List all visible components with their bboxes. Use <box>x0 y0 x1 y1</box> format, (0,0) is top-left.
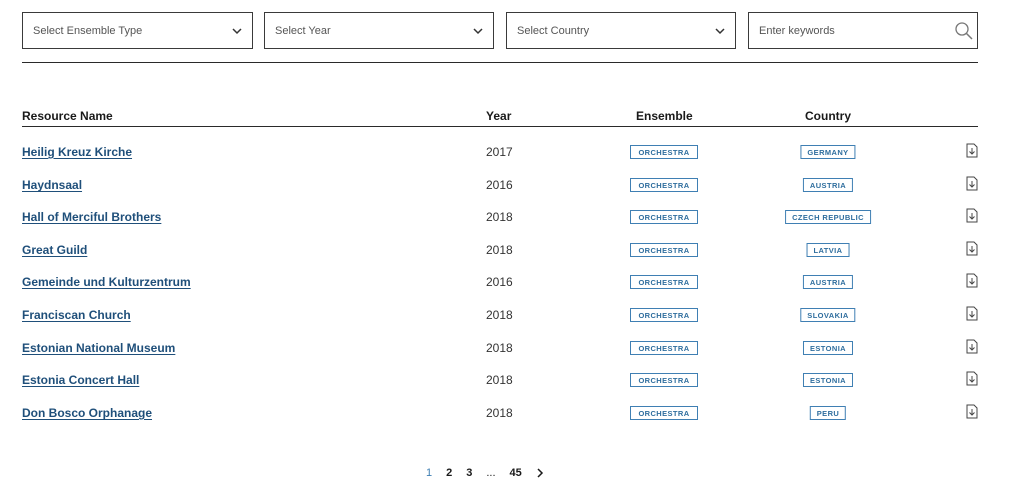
ensemble-tag[interactable]: ORCHESTRA <box>630 275 698 289</box>
download-icon[interactable] <box>966 339 978 354</box>
chevron-down-icon <box>472 25 484 37</box>
resource-name-link[interactable]: Hall of Merciful Brothers <box>22 210 162 224</box>
download-icon[interactable] <box>966 306 978 321</box>
download-icon[interactable] <box>966 241 978 256</box>
ensemble-type-select-label: Select Ensemble Type <box>33 24 143 37</box>
page-link-1[interactable]: 1 <box>426 467 433 479</box>
keywords-search-input[interactable]: Enter keywords <box>759 24 835 37</box>
table-row <box>22 370 978 392</box>
pagination-ellipsis: ... <box>486 467 496 479</box>
country-tag[interactable]: SLOVAKIA <box>800 308 855 322</box>
resource-name-link[interactable]: Gemeinde und Kulturzentrum <box>22 275 191 289</box>
resource-year: 2018 <box>486 373 513 387</box>
filter-divider <box>22 62 978 63</box>
country-tag[interactable]: ESTONIA <box>803 373 853 387</box>
chevron-right-icon[interactable] <box>536 468 544 478</box>
header-resource-name: Resource Name <box>22 109 113 123</box>
download-icon[interactable] <box>966 404 978 419</box>
ensemble-tag[interactable]: ORCHESTRA <box>630 341 698 355</box>
resource-year: 2018 <box>486 308 513 322</box>
resource-year: 2018 <box>486 210 513 224</box>
resource-name-link[interactable]: Don Bosco Orphanage <box>22 406 153 420</box>
resource-year: 2016 <box>486 178 513 192</box>
resource-name-link[interactable]: Heilig Kreuz Kirche <box>22 145 133 159</box>
page-link-last[interactable]: 45 <box>509 467 522 479</box>
ensemble-tag[interactable]: ORCHESTRA <box>630 210 698 224</box>
resource-name-link[interactable]: Haydnsaal <box>22 178 83 192</box>
ensemble-type-select[interactable] <box>22 12 253 49</box>
download-icon[interactable] <box>966 143 978 158</box>
table-row <box>22 338 978 360</box>
country-tag[interactable]: AUSTRIA <box>803 275 853 289</box>
download-icon[interactable] <box>966 208 978 223</box>
table-row <box>22 240 978 262</box>
country-select[interactable] <box>506 12 736 49</box>
ensemble-tag[interactable]: ORCHESTRA <box>630 308 698 322</box>
page-link-2[interactable]: 2 <box>446 467 453 479</box>
resource-year: 2018 <box>486 341 513 355</box>
resource-name-link[interactable]: Estonian National Museum <box>22 341 176 355</box>
year-select[interactable] <box>264 12 494 49</box>
resource-name-link[interactable]: Estonia Concert Hall <box>22 373 140 387</box>
resource-year: 2018 <box>486 406 513 420</box>
year-select-label: Select Year <box>275 24 331 37</box>
download-icon[interactable] <box>966 371 978 386</box>
resource-name-link[interactable]: Great Guild <box>22 243 88 257</box>
page-link-3[interactable]: 3 <box>466 467 473 479</box>
resource-year: 2016 <box>486 275 513 289</box>
download-icon[interactable] <box>966 176 978 191</box>
table-row <box>22 175 978 197</box>
country-tag[interactable]: PERU <box>810 406 846 420</box>
table-header <box>22 109 978 127</box>
resource-year: 2017 <box>486 145 513 159</box>
table-row <box>22 142 978 164</box>
ensemble-tag[interactable]: ORCHESTRA <box>630 145 698 159</box>
search-icon[interactable] <box>954 21 974 41</box>
ensemble-tag[interactable]: ORCHESTRA <box>630 178 698 192</box>
download-icon[interactable] <box>966 273 978 288</box>
ensemble-tag[interactable]: ORCHESTRA <box>630 243 698 257</box>
country-tag[interactable]: CZECH REPUBLIC <box>785 210 871 224</box>
country-tag[interactable]: ESTONIA <box>803 341 853 355</box>
keywords-search-field[interactable] <box>748 12 978 49</box>
table-row <box>22 207 978 229</box>
resource-year: 2018 <box>486 243 513 257</box>
ensemble-tag[interactable]: ORCHESTRA <box>630 406 698 420</box>
filter-bar <box>22 12 978 49</box>
table-row <box>22 403 978 425</box>
header-year: Year <box>486 109 512 123</box>
country-select-label: Select Country <box>517 24 590 37</box>
country-tag[interactable]: LATVIA <box>807 243 850 257</box>
country-tag[interactable]: GERMANY <box>800 145 855 159</box>
ensemble-tag[interactable]: ORCHESTRA <box>630 373 698 387</box>
resource-name-link[interactable]: Franciscan Church <box>22 308 131 322</box>
header-country: Country <box>805 109 851 123</box>
chevron-down-icon <box>231 25 243 37</box>
country-tag[interactable]: AUSTRIA <box>803 178 853 192</box>
table-row <box>22 305 978 327</box>
table-row <box>22 272 978 294</box>
chevron-down-icon <box>714 25 726 37</box>
header-ensemble: Ensemble <box>636 109 693 123</box>
pagination <box>426 465 544 481</box>
